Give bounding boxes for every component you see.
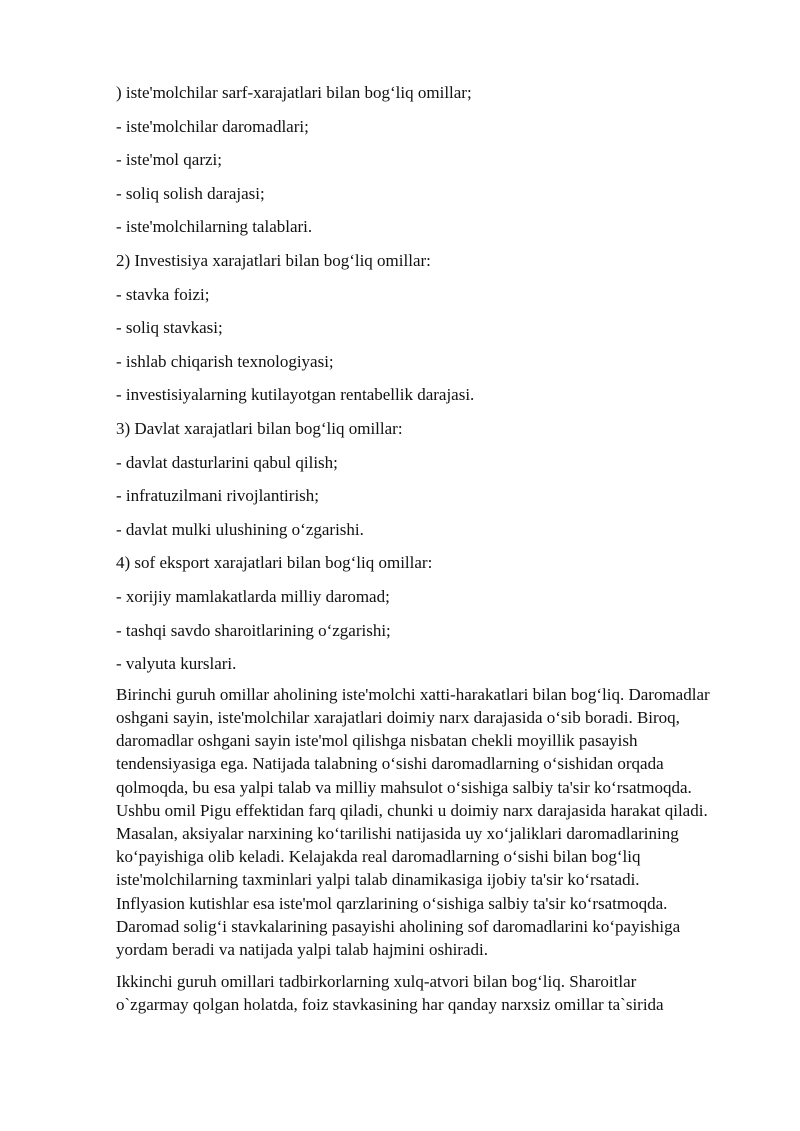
list-item: - ishlab chiqarish texnologiyasi;	[116, 351, 334, 371]
list-item: ) iste'molchilar sarf-xarajatlari bilan bog‘liq omillar;	[116, 83, 472, 102]
list-item: - xorijiy mamlakatlarda milliy daromad;	[116, 586, 390, 606]
body-paragraph: Ikkinchi guruh omillari tadbirkorlarning xulq-atvori bilan bog‘liq. Sharoitlar o`zgarmay qolgan holatda, foiz stavkasining har qanday narxsiz omillar ta`sirida	[116, 972, 664, 1015]
list-item: - iste'molchilar daromadlari;	[116, 116, 309, 136]
list-item: - iste'molchilarning talablari.	[116, 217, 313, 237]
document-body	[116, 76, 710, 1017]
list-item: - soliq stavkasi;	[116, 318, 223, 338]
list-item: - investisiyalarning kutilayotgan rentabellik darajasi.	[116, 385, 475, 405]
list-item: - tashqi savdo sharoitlarining o‘zgarishi;	[116, 620, 391, 640]
body-paragraph: Birinchi guruh omillar aholining iste'molchi xatti-harakatlari bilan bog‘liq. Daromadlar oshgani sayin, iste'molchilar xarajatlari doimiy narx darajasida o‘sib boradi. Biroq, daromadlar oshgani sayin iste'mol qilishga nisbatan chekli moyillik pasayish tendensiyasiga ega. Natijada talabning o‘sishi daromadlarning o‘sishidan orqada qolmoqda, bu esa yalpi talab va milliy mahsulot o‘sishiga salbiy ta'sir ko‘rsatmoqda. Ushbu omil Pigu effektidan farq qiladi, chunki u doimiy narx darajasida harakat qiladi. Masalan, aksiyalar narxining ko‘tarilishi natijasida uy xo‘jaliklari daromadlarining ko‘payishiga olib keladi. Kelajakda real daromadlarning o‘sishi bilan bog‘liq iste'molchilarning taxminlari yalpi talab dinamikasiga ijobiy ta'sir ko‘rsatadi. Inflyasion kutishlar esa iste'mol qarzlarining o‘sishiga salbiy ta'sir ko‘rsatmoqda. Daromad solig‘i stavkalarining pasayishi aholining sof daromadlarini ko‘payishiga yordam beradi va natijada yalpi talab hajmini oshiradi.	[116, 684, 710, 959]
list-item: - iste'mol qarzi;	[116, 150, 222, 170]
list-item: - infratuzilmani rivojlantirish;	[116, 486, 320, 506]
list-item: - soliq solish darajasi;	[116, 183, 265, 203]
list-item: - davlat mulki ulushining o‘zgarishi.	[116, 519, 364, 539]
list-item: - davlat dasturlarini qabul qilish;	[116, 452, 338, 472]
list-item: - valyuta kurslari.	[116, 654, 237, 674]
section-heading: 2) Investisiya xarajatlari bilan bog‘liq omillar:	[116, 250, 431, 270]
section-heading: 4) sof eksport xarajatlari bilan bog‘liq omillar:	[116, 553, 433, 573]
section-heading: 3) Davlat xarajatlari bilan bog‘liq omillar:	[116, 418, 403, 438]
list-item: - stavka foizi;	[116, 284, 210, 304]
